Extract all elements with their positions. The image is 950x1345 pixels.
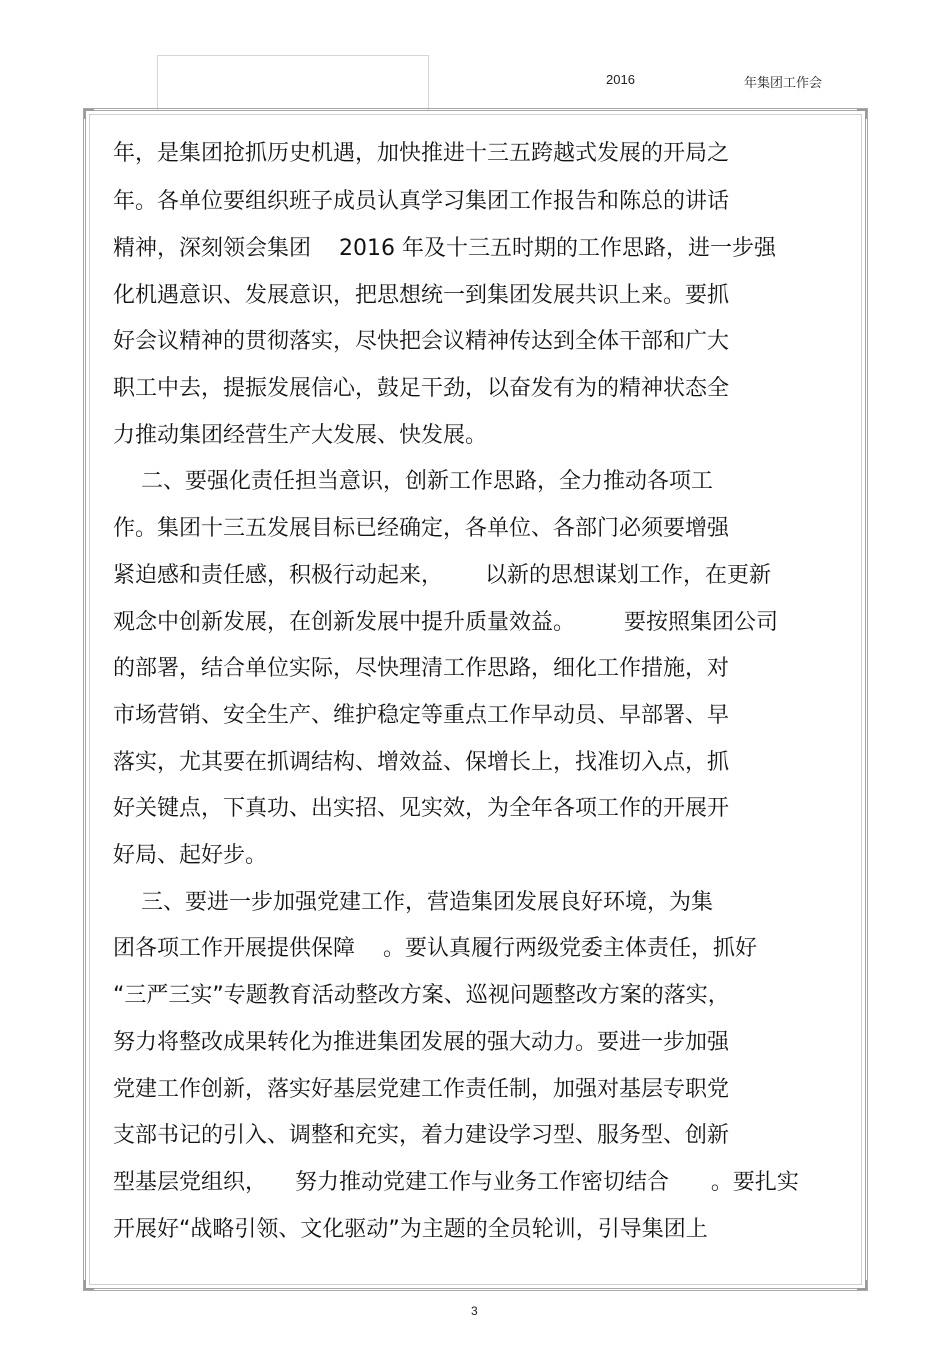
body-line: 党建工作创新，落实好基层党建工作责任制，加强对基层专职党 <box>113 1077 730 1102</box>
body-line: 二、要强化责任担当意识，创新工作思路，全力推动各项工 <box>113 469 713 494</box>
body-line: 职工中去，提振发展信心，鼓足干劲，以奋发有为的精神状态全 <box>113 376 730 401</box>
frame-corner-ornament <box>84 109 94 119</box>
body-line: 好关键点，下真功、出实招、见实效，为全年各项工作的开展开 <box>113 796 730 821</box>
body-line: 好会议精神的贯彻落实，尽快把会议精神传达到全体干部和广大 <box>113 329 730 354</box>
body-line: 市场营销、安全生产、维护稳定等重点工作早动员、早部署、早 <box>113 703 730 728</box>
body-line: 好局、起好步。 <box>113 843 268 868</box>
header-blank-box <box>157 55 429 113</box>
frame-corner-ornament <box>84 1280 94 1290</box>
page-number: 3 <box>471 1304 478 1318</box>
body-line: 力推动集团经营生产大发展、快发展。 <box>113 423 488 448</box>
body-line: 年。各单位要组织班子成员认真学习集团工作报告和陈总的讲话 <box>113 189 730 214</box>
body-line: 努力将整改成果转化为推进集团发展的强大动力。要进一步加强 <box>113 1030 730 1055</box>
body-line: 紧迫感和责任感，积极行动起来， 以新的思想谋划工作，在更新 <box>113 563 771 588</box>
header-title: 年集团工作会 <box>744 76 823 91</box>
body-line: 型基层党组织， 努力推动党建工作与业务工作密切结合 。要扎实 <box>113 1170 799 1195</box>
frame-corner-ornament <box>857 109 867 119</box>
body-line: 团各项工作开展提供保障 。要认真履行两级党委主体责任，抓好 <box>113 936 757 961</box>
body-line: 支部书记的引入、调整和充实，着力建设学习型、服务型、创新 <box>113 1123 730 1148</box>
body-line: 落实，尤其要在抓调结构、增效益、保增长上，找准切入点，抓 <box>113 750 730 775</box>
body-line: 的部署，结合单位实际，尽快理清工作思路，细化工作措施，对 <box>113 656 730 681</box>
header-year: 2016 <box>606 72 635 87</box>
body-line: 精神，深刻领会集团 2016 年及十三五时期的工作思路，进一步强 <box>113 236 776 261</box>
body-line: 年，是集团抢抓历史机遇，加快推进十三五跨越式发展的开局之 <box>113 141 730 166</box>
body-line: 开展好“战略引领、文化驱动”为主题的全员轮训，引导集团上 <box>113 1217 708 1242</box>
body-line: 化机遇意识、发展意识，把思想统一到集团发展共识上来。要抓 <box>113 283 730 308</box>
body-line: 观念中创新发展，在创新发展中提升质量效益。 要按照集团公司 <box>113 610 778 635</box>
body-line: 三、要进一步加强党建工作，营造集团发展良好环境，为集 <box>113 890 713 915</box>
body-line: “三严三实”专题教育活动整改方案、巡视问题整改方案的落实， <box>113 983 730 1008</box>
body-line: 作。集团十三五发展目标已经确定，各单位、各部门必须要增强 <box>113 516 730 541</box>
frame-corner-ornament <box>857 1280 867 1290</box>
